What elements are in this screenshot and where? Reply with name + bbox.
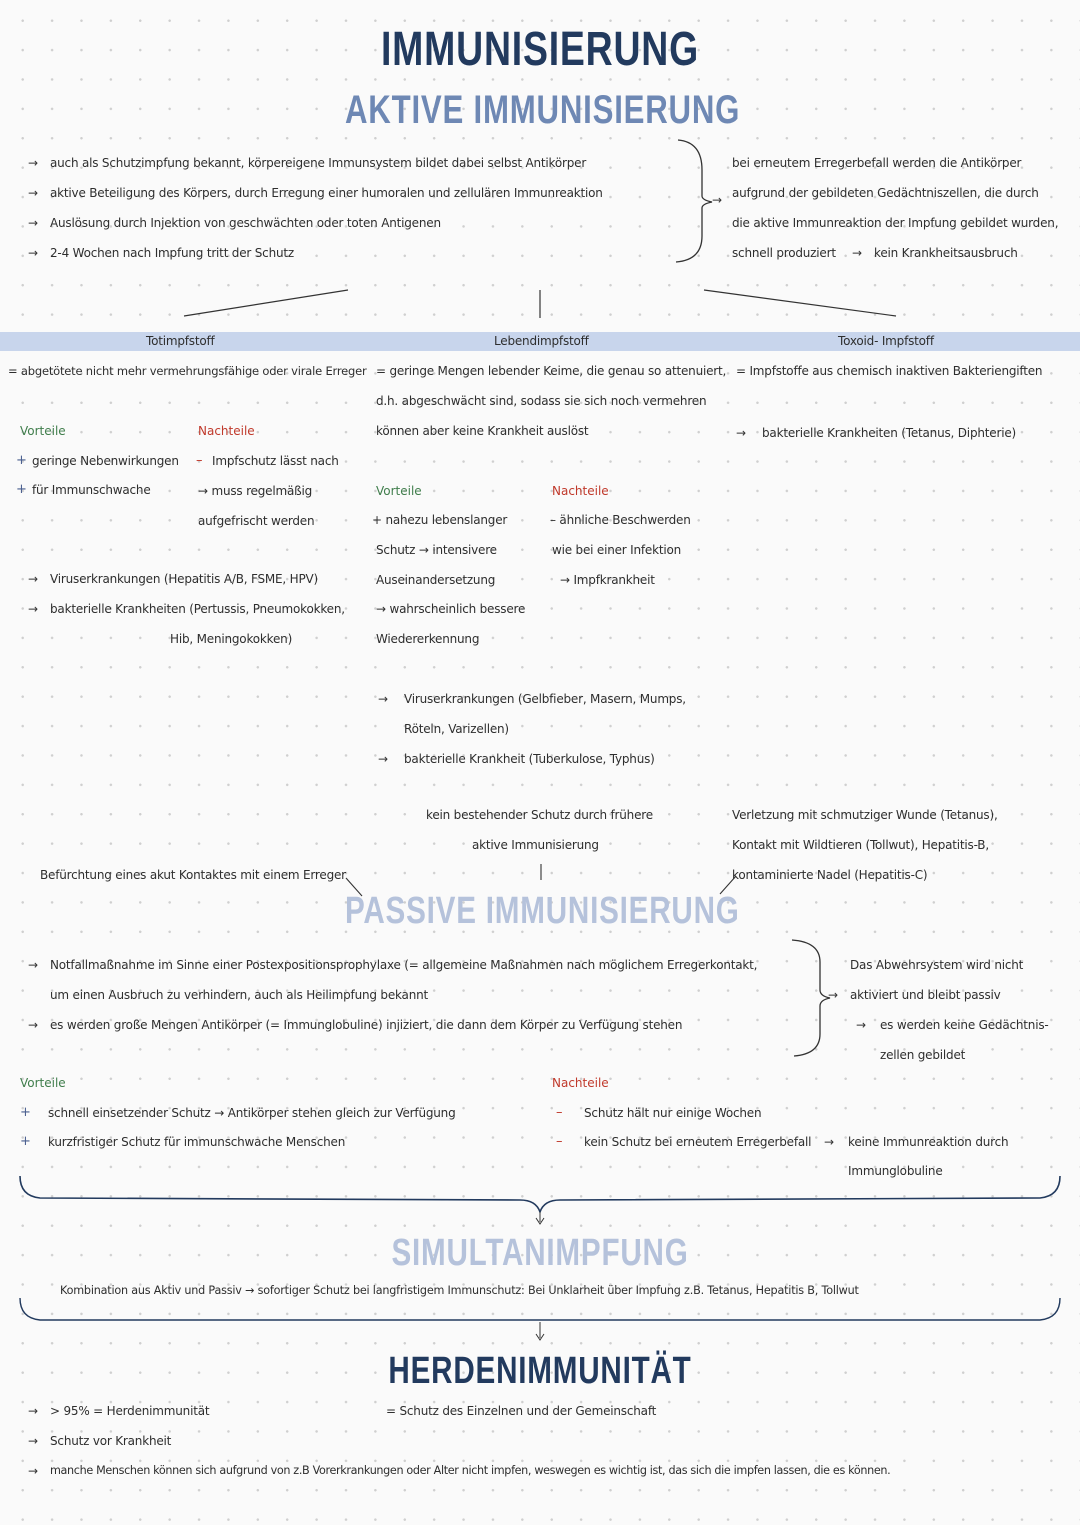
active-side-4: schnell produziert — [732, 246, 836, 260]
passive-adv-label: Vorteile — [20, 1076, 66, 1090]
plus-icon: + — [20, 1105, 31, 1120]
arrow-icon: → — [378, 692, 389, 706]
arrow-icon: → — [28, 602, 39, 616]
live-adv-label: Vorteile — [376, 484, 422, 498]
dead-dis-label: Nachteile — [198, 424, 255, 438]
simultan-heading: SIMULTANIMPFUNG — [391, 1232, 689, 1274]
minus-icon: – — [556, 1105, 563, 1120]
live-example-3: bakterielle Krankheit (Tuberkulose, Typhus) — [404, 752, 655, 766]
arrow-icon: → — [28, 1018, 39, 1032]
live-dis-1: – ähnliche Beschwerden — [550, 513, 691, 527]
toxoid-definition: = Impfstoffe aus chemisch inaktiven Bakteriengiften — [736, 364, 1043, 378]
passive-dis-result-2: Immunglobuline — [848, 1164, 943, 1178]
live-example-2: Röteln, Varizellen) — [404, 722, 509, 736]
passive-top-right-2: Kontakt mit Wildtieren (Tollwut), Hepatitis-B, — [732, 838, 989, 852]
live-example-1: Viruserkrankungen (Gelbfieber, Masern, Mumps, — [404, 692, 686, 706]
arrow-icon: → — [824, 1135, 835, 1149]
dead-example-1: Viruserkrankungen (Hepatitis A/B, FSME, HPV) — [50, 572, 318, 586]
live-adv-4: → wahrscheinlich bessere — [376, 602, 526, 616]
active-side-result: kein Krankheitsausbruch — [874, 246, 1018, 260]
arrow-icon: → — [828, 988, 839, 1002]
passive-side-1: Das Abwehrsystem wird nicht — [850, 958, 1024, 972]
passive-top-right-3: kontaminierte Nadel (Hepatitis-C) — [732, 868, 928, 882]
arrow-icon: → — [736, 426, 747, 440]
dead-adv-label: Vorteile — [20, 424, 66, 438]
live-adv-3: Auseinandersetzung — [376, 573, 496, 587]
dead-dis-2: → muss regelmäßig — [198, 484, 313, 498]
live-definition-3: können aber keine Krankheit auslöst — [376, 424, 589, 438]
herd-point-3: manche Menschen können sich aufgrund von z.B Vorerkrankungen oder Alter nicht impfen, weswegen es wichtig ist, das sich die impfen lassen, die es können. — [50, 1464, 891, 1477]
arrow-icon: → — [28, 1434, 39, 1448]
minus-icon: – — [196, 453, 203, 468]
col-title-lebendimpfstoff: Lebendimpfstoff — [494, 334, 589, 348]
live-definition-1: = geringe Mengen lebender Keime, die genau so attenuiert, — [376, 364, 727, 378]
live-dis-2: wie bei einer Infektion — [552, 543, 682, 557]
dead-dis-1: Impfschutz lässt nach — [212, 454, 339, 468]
minus-icon: – — [556, 1134, 563, 1149]
dead-dis-3: aufgefrischt werden — [198, 514, 315, 528]
live-dis-3: → Impfkrankheit — [560, 573, 655, 587]
passive-dis-2: kein Schutz bei erneutem Erregerbefall — [584, 1135, 812, 1149]
arrow-icon: → — [28, 246, 39, 260]
plus-icon: + — [16, 453, 27, 468]
dead-definition: = abgetötete nicht mehr vermehrungsfähige oder virale Erreger — [8, 364, 367, 378]
passive-side-2: aktiviert und bleibt passiv — [850, 988, 1001, 1002]
herd-point-2: Schutz vor Krankheit — [50, 1434, 172, 1448]
passive-intro-1: Notfallmaßnahme im Sinne einer Postexpositionsprophylaxe (= allgemeine Maßnahmen nach möglichem Erregerkontakt, — [50, 958, 758, 972]
passive-top-right-1: Verletzung mit schmutziger Wunde (Tetanus), — [732, 808, 998, 822]
dead-adv-1: geringe Nebenwirkungen — [32, 454, 179, 468]
passive-adv-1: schnell einsetzender Schutz → Antikörper stehen gleich zur Verfügung — [48, 1106, 456, 1120]
arrow-icon: → — [378, 752, 389, 766]
col-title-toxoid: Toxoid- Impfstoff — [838, 334, 934, 348]
passive-dis-1: Schutz hält nur einige Wochen — [584, 1106, 762, 1120]
active-intro-2: aktive Beteiligung des Körpers, durch Erregung einer humoralen und zellulären Immunreaktion — [50, 186, 603, 200]
arrow-icon: → — [28, 1464, 39, 1478]
herd-note: = Schutz des Einzelnen und der Gemeinschaft — [386, 1404, 657, 1418]
dead-adv-2: für Immunschwache — [32, 483, 151, 497]
herd-point-1: > 95% = Herdenimmunität — [50, 1404, 210, 1418]
passive-dis-label: Nachteile — [552, 1076, 609, 1090]
page-title: IMMUNISIERUNG — [381, 23, 699, 76]
active-intro-1: auch als Schutzimpfung bekannt, körpereigene Immunsystem bildet dabei selbst Antikörper — [50, 156, 587, 170]
passive-top-center-1: kein bestehender Schutz durch frühere — [426, 808, 653, 822]
passive-top-center-2: aktive Immunisierung — [472, 838, 599, 852]
passive-dis-result-1: keine Immunreaktion durch — [848, 1135, 1009, 1149]
passive-heading: PASSIVE IMMUNISIERUNG — [345, 890, 740, 932]
plus-icon: + — [20, 1134, 31, 1149]
passive-side-result-1: es werden keine Gedächtnis- — [880, 1018, 1049, 1032]
live-definition-2: d.h. abgeschwächt sind, sodass sie sich noch vermehren — [376, 394, 707, 408]
plus-icon: + — [16, 482, 27, 497]
active-intro-4: 2-4 Wochen nach Impfung tritt der Schutz — [50, 246, 294, 260]
dead-example-2: bakterielle Krankheiten (Pertussis, Pneumokokken, — [50, 602, 345, 616]
active-side-1: bei erneutem Erregerbefall werden die Antikörper — [732, 156, 1022, 170]
arrow-icon: → — [712, 193, 723, 207]
passive-side-result-2: zellen gebildet — [880, 1048, 966, 1062]
passive-intro-3: es werden große Mengen Antikörper (= Immunglobuline) injiziert, die dann dem Körper zu Verfügung stehen — [50, 1018, 683, 1032]
live-adv-2: Schutz → intensivere — [376, 543, 497, 557]
arrow-icon: → — [28, 958, 39, 972]
arrow-icon: → — [28, 186, 39, 200]
col-title-totimpfstoff: Totimpfstoff — [146, 334, 215, 348]
active-heading: AKTIVE IMMUNISIERUNG — [345, 88, 741, 132]
arrow-icon: → — [852, 246, 863, 260]
arrow-icon: → — [28, 216, 39, 230]
passive-top-left: Befürchtung eines akut Kontaktes mit einem Erreger — [40, 868, 346, 882]
passive-intro-2: um einen Ausbruch zu verhindern, auch als Heilimpfung bekannt — [50, 988, 429, 1002]
arrow-icon: → — [28, 572, 39, 586]
passive-adv-2: kurzfristiger Schutz für immunschwache Menschen — [48, 1135, 346, 1149]
arrow-icon: → — [28, 156, 39, 170]
live-adv-1: + nahezu lebenslanger — [372, 513, 508, 527]
arrow-icon: → — [856, 1018, 867, 1032]
live-dis-label: Nachteile — [552, 484, 609, 498]
active-side-3: die aktive Immunreaktion der Impfung gebildet wurden, — [732, 216, 1059, 230]
arrow-icon: → — [28, 1404, 39, 1418]
live-adv-5: Wiedererkennung — [376, 632, 480, 646]
dead-example-3: Hib, Meningokokken) — [170, 632, 293, 646]
active-intro-3: Auslösung durch Injektion von geschwächten oder toten Antigenen — [50, 216, 441, 230]
simultan-text: Kombination aus Aktiv und Passiv → sofortiger Schutz bei langfristigem Immunschutz: Bei Unklarheit über Impfung z.B. Tetanus, Hepatitis B, Tollwut — [60, 1284, 859, 1297]
herd-heading: HERDENIMMUNITÄT — [388, 1350, 692, 1392]
active-side-2: aufgrund der gebildeten Gedächtniszellen, die durch — [732, 186, 1039, 200]
toxoid-example-1: bakterielle Krankheiten (Tetanus, Diphterie) — [762, 426, 1016, 440]
